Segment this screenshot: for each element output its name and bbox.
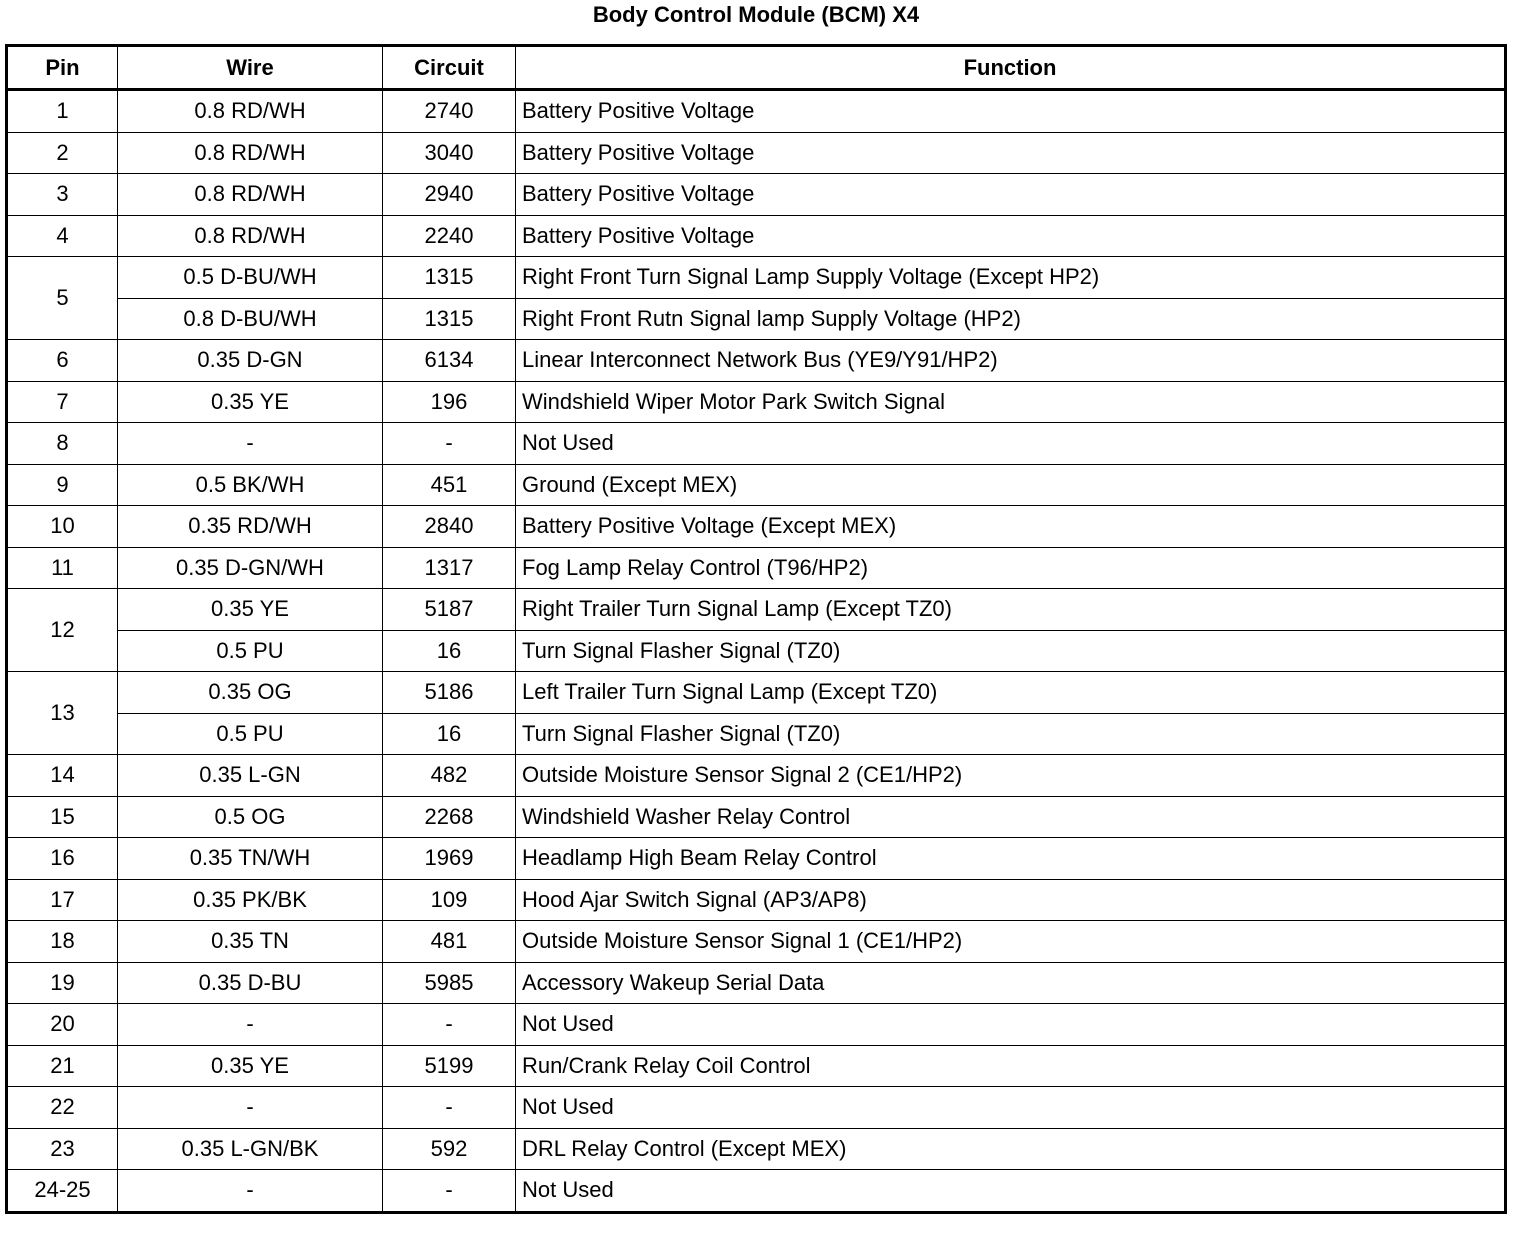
cell-function: DRL Relay Control (Except MEX) — [516, 1128, 1506, 1170]
cell-function: Not Used — [516, 423, 1506, 465]
cell-function: Run/Crank Relay Coil Control — [516, 1045, 1506, 1087]
cell-pin: 7 — [7, 381, 118, 423]
cell-pin: 18 — [7, 921, 118, 963]
cell-function: Turn Signal Flasher Signal (TZ0) — [516, 713, 1506, 755]
cell-circuit: 592 — [383, 1128, 516, 1170]
page-title: Body Control Module (BCM) X4 — [592, 2, 920, 27]
cell-circuit: 5199 — [383, 1045, 516, 1087]
table-row — [7, 672, 1506, 714]
cell-function: Not Used — [516, 1004, 1506, 1046]
cell-function: Right Front Turn Signal Lamp Supply Voltage (Except HP2) — [516, 257, 1506, 299]
cell-circuit: 1315 — [383, 298, 516, 340]
table-row — [7, 921, 1506, 963]
table-row — [7, 132, 1506, 174]
table-row — [7, 464, 1506, 506]
cell-circuit: 2240 — [383, 215, 516, 257]
cell-pin: 12 — [7, 589, 118, 672]
cell-circuit: - — [383, 1004, 516, 1046]
cell-wire: - — [118, 1170, 383, 1213]
cell-circuit: - — [383, 423, 516, 465]
cell-function: Battery Positive Voltage — [516, 174, 1506, 216]
cell-wire: 0.8 D-BU/WH — [118, 298, 383, 340]
cell-circuit: 482 — [383, 755, 516, 797]
cell-wire: 0.5 BK/WH — [118, 464, 383, 506]
table-row — [7, 381, 1506, 423]
cell-pin: 17 — [7, 879, 118, 921]
cell-circuit: 16 — [383, 630, 516, 672]
cell-wire: 0.35 YE — [118, 381, 383, 423]
table-row — [7, 1170, 1506, 1213]
cell-circuit: 109 — [383, 879, 516, 921]
cell-wire: - — [118, 1087, 383, 1129]
cell-circuit: 5985 — [383, 962, 516, 1004]
cell-circuit: - — [383, 1087, 516, 1129]
cell-wire: 0.5 D-BU/WH — [118, 257, 383, 299]
cell-wire: 0.35 L-GN/BK — [118, 1128, 383, 1170]
cell-pin: 24-25 — [7, 1170, 118, 1213]
cell-wire: 0.8 RD/WH — [118, 90, 383, 133]
table-body — [7, 90, 1506, 1213]
table-row — [7, 1004, 1506, 1046]
table-row — [7, 423, 1506, 465]
cell-circuit: 3040 — [383, 132, 516, 174]
cell-function: Accessory Wakeup Serial Data — [516, 962, 1506, 1004]
table-row — [7, 755, 1506, 797]
cell-function: Outside Moisture Sensor Signal 2 (CE1/HP2) — [516, 755, 1506, 797]
table-row — [7, 589, 1506, 631]
cell-function: Fog Lamp Relay Control (T96/HP2) — [516, 547, 1506, 589]
table-row — [7, 796, 1506, 838]
cell-function: Windshield Wiper Motor Park Switch Signal — [516, 381, 1506, 423]
cell-wire: 0.35 YE — [118, 1045, 383, 1087]
cell-circuit: 16 — [383, 713, 516, 755]
cell-function: Left Trailer Turn Signal Lamp (Except TZ0) — [516, 672, 1506, 714]
cell-function: Linear Interconnect Network Bus (YE9/Y91/HP2) — [516, 340, 1506, 382]
cell-function: Right Front Rutn Signal lamp Supply Voltage (HP2) — [516, 298, 1506, 340]
cell-pin: 6 — [7, 340, 118, 382]
cell-pin: 13 — [7, 672, 118, 755]
table-row — [7, 340, 1506, 382]
table-row — [7, 506, 1506, 548]
cell-wire: 0.35 RD/WH — [118, 506, 383, 548]
cell-pin: 14 — [7, 755, 118, 797]
table-row — [7, 257, 1506, 299]
header-wire: Wire — [118, 46, 383, 90]
cell-wire: 0.35 L-GN — [118, 755, 383, 797]
cell-circuit: - — [383, 1170, 516, 1213]
cell-circuit: 451 — [383, 464, 516, 506]
cell-pin: 16 — [7, 838, 118, 880]
cell-pin: 23 — [7, 1128, 118, 1170]
cell-circuit: 5186 — [383, 672, 516, 714]
cell-function: Ground (Except MEX) — [516, 464, 1506, 506]
cell-wire: 0.8 RD/WH — [118, 132, 383, 174]
cell-wire: 0.35 D-BU — [118, 962, 383, 1004]
table-row — [7, 174, 1506, 216]
cell-circuit: 196 — [383, 381, 516, 423]
cell-wire: 0.5 OG — [118, 796, 383, 838]
cell-pin: 15 — [7, 796, 118, 838]
cell-function: Battery Positive Voltage — [516, 215, 1506, 257]
cell-function: Outside Moisture Sensor Signal 1 (CE1/HP2) — [516, 921, 1506, 963]
table-row — [7, 1045, 1506, 1087]
cell-pin: 9 — [7, 464, 118, 506]
cell-pin: 22 — [7, 1087, 118, 1129]
cell-circuit: 1317 — [383, 547, 516, 589]
cell-wire: 0.35 D-GN/WH — [118, 547, 383, 589]
cell-pin: 10 — [7, 506, 118, 548]
cell-circuit: 6134 — [383, 340, 516, 382]
cell-function: Not Used — [516, 1170, 1506, 1213]
cell-wire: 0.5 PU — [118, 713, 383, 755]
cell-pin: 19 — [7, 962, 118, 1004]
cell-circuit: 1969 — [383, 838, 516, 880]
cell-function: Battery Positive Voltage (Except MEX) — [516, 506, 1506, 548]
cell-pin: 5 — [7, 257, 118, 340]
table-row — [7, 713, 1506, 755]
cell-wire: 0.8 RD/WH — [118, 215, 383, 257]
cell-wire: 0.35 TN/WH — [118, 838, 383, 880]
cell-wire: - — [118, 1004, 383, 1046]
cell-pin: 2 — [7, 132, 118, 174]
table-row — [7, 630, 1506, 672]
cell-wire: 0.35 OG — [118, 672, 383, 714]
table-row — [7, 1128, 1506, 1170]
cell-function: Not Used — [516, 1087, 1506, 1129]
cell-function: Windshield Washer Relay Control — [516, 796, 1506, 838]
cell-pin: 11 — [7, 547, 118, 589]
cell-circuit: 1315 — [383, 257, 516, 299]
cell-pin: 3 — [7, 174, 118, 216]
table-row — [7, 90, 1506, 133]
header-function: Function — [516, 46, 1506, 90]
cell-function: Headlamp High Beam Relay Control — [516, 838, 1506, 880]
cell-function: Right Trailer Turn Signal Lamp (Except TZ0) — [516, 589, 1506, 631]
cell-pin: 20 — [7, 1004, 118, 1046]
cell-wire: 0.35 PK/BK — [118, 879, 383, 921]
header-row — [7, 46, 1506, 90]
cell-circuit: 5187 — [383, 589, 516, 631]
cell-function: Turn Signal Flasher Signal (TZ0) — [516, 630, 1506, 672]
header-pin: Pin — [7, 46, 118, 90]
cell-circuit: 2268 — [383, 796, 516, 838]
cell-pin: 21 — [7, 1045, 118, 1087]
table-row — [7, 298, 1506, 340]
cell-wire: 0.5 PU — [118, 630, 383, 672]
cell-circuit: 481 — [383, 921, 516, 963]
cell-circuit: 2740 — [383, 90, 516, 133]
cell-wire: - — [118, 423, 383, 465]
table-row — [7, 838, 1506, 880]
cell-circuit: 2840 — [383, 506, 516, 548]
cell-wire: 0.8 RD/WH — [118, 174, 383, 216]
cell-function: Battery Positive Voltage — [516, 90, 1506, 133]
table-row — [7, 1087, 1506, 1129]
table-row — [7, 879, 1506, 921]
pinout-table — [5, 44, 1507, 1214]
cell-wire: 0.35 D-GN — [118, 340, 383, 382]
table-row — [7, 547, 1506, 589]
cell-wire: 0.35 TN — [118, 921, 383, 963]
cell-wire: 0.35 YE — [118, 589, 383, 631]
table-row — [7, 215, 1506, 257]
cell-function: Battery Positive Voltage — [516, 132, 1506, 174]
cell-pin: 1 — [7, 90, 118, 133]
cell-pin: 4 — [7, 215, 118, 257]
table-row — [7, 962, 1506, 1004]
cell-circuit: 2940 — [383, 174, 516, 216]
cell-pin: 8 — [7, 423, 118, 465]
header-circuit: Circuit — [383, 46, 516, 90]
cell-function: Hood Ajar Switch Signal (AP3/AP8) — [516, 879, 1506, 921]
